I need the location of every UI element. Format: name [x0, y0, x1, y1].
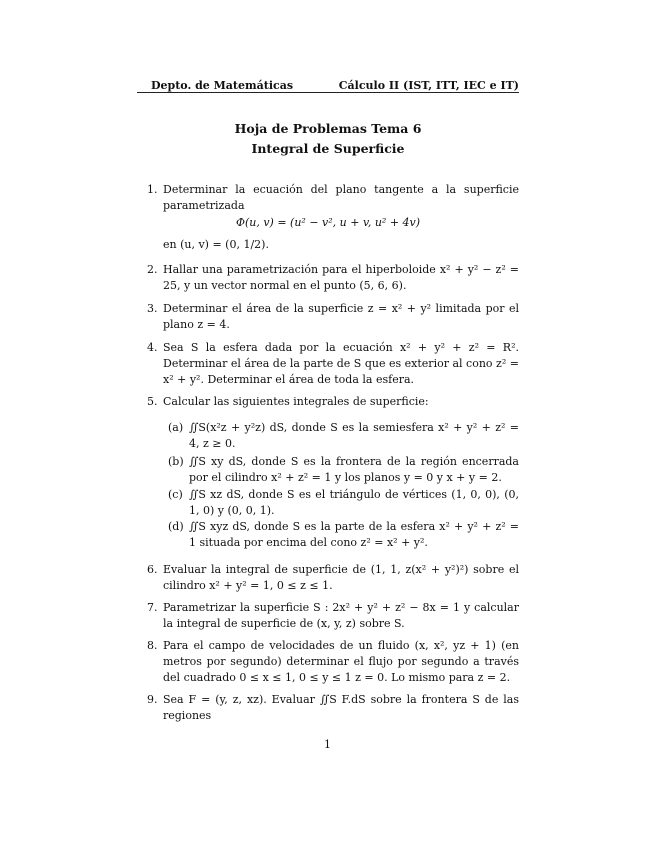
- problem-5d: [168, 519, 519, 551]
- header-course: Cálculo II (IST, ITT, IEC e IT): [338, 79, 519, 92]
- running-header: [137, 79, 519, 93]
- problem-6: [147, 562, 519, 594]
- problem-text: Determinar el área de la superficie z = x² + y² limitada por el plano z = 4.: [163, 302, 519, 331]
- problem-number: 8.: [147, 639, 158, 652]
- problem-9: [147, 692, 519, 724]
- item-text: ∬S xyz dS, donde S es la parte de la esfera x² + y² + z² = 1 situada por encima del cono z² = x² + y².: [189, 520, 519, 549]
- problem-number: 3.: [147, 302, 158, 315]
- problem-5a: [168, 420, 519, 452]
- item-label: (a): [168, 421, 184, 434]
- problem-number: 5.: [147, 395, 158, 408]
- problem-text: Sea S la esfera dada por la ecuación x² + y² + z² = R². Determinar el área de la parte de S que es exterior al cono z² = x² + y². Determinar el área de toda la esfera.: [163, 341, 519, 386]
- problem-text: Hallar una parametrización para el hiperboloide x² + y² − z² = 25, y un vector normal en el punto (5, 6, 6).: [163, 263, 519, 292]
- problem-text: en (u, v) = (0, 1/2).: [163, 238, 269, 251]
- item-text: ∬S xy dS, donde S es la frontera de la región encerrada por el cilindro x² + z² = 1 y los planos y = 0 y x + y = 2.: [189, 455, 519, 484]
- problem-text: Evaluar la integral de superficie de (1, 1, z(x² + y²)²) sobre el cilindro x² + y² = 1, 0 ≤ z ≤ 1.: [163, 563, 519, 592]
- problem-number: 2.: [147, 263, 158, 276]
- header-department: Depto. de Matemáticas: [151, 79, 294, 92]
- problem-1-formula: Φ(u, v) = (u² − v², u + v, u² + 4v): [235, 216, 421, 229]
- problem-number: 6.: [147, 563, 158, 576]
- problem-1-point: [147, 237, 519, 253]
- problem-1: [147, 182, 519, 214]
- item-label: (d): [168, 520, 184, 533]
- problem-text: Calcular las siguientes integrales de superficie:: [163, 395, 429, 408]
- problem-text: Sea F = (y, z, xz). Evaluar ∬S F.dS sobre la frontera S de las regiones: [163, 693, 519, 722]
- problem-text: Para el campo de velocidades de un fluido (x, x², yz + 1) (en metros por segundo) determinar el flujo por segundo a través del cuadrado 0 ≤ x ≤ 1, 0 ≤ y ≤ 1 z = 0. Lo mismo para z = 2.: [163, 639, 519, 684]
- problem-text: Parametrizar la superficie S : 2x² + y² + z² − 8x = 1 y calcular la integral de superficie de (x, y, z) sobre S.: [163, 601, 519, 630]
- problem-number: 1.: [147, 183, 158, 196]
- problem-3: [147, 301, 519, 333]
- item-text: ∬S xz dS, donde S es el triángulo de vértices (1, 0, 0), (0, 1, 0) y (0, 0, 1).: [189, 488, 519, 517]
- item-label: (b): [168, 455, 184, 468]
- problem-4: [147, 340, 519, 388]
- sheet-subtitle: Integral de Superficie: [251, 141, 405, 156]
- problem-5b: [168, 454, 519, 486]
- item-text: ∬S(x²z + y²z) dS, donde S es la semiesfera x² + y² + z² = 4, z ≥ 0.: [189, 421, 519, 450]
- sheet-title: Hoja de Problemas Tema 6: [234, 121, 422, 136]
- header-rule: [137, 92, 519, 93]
- problem-7: [147, 600, 519, 632]
- problem-5c: [168, 487, 519, 519]
- problem-8: [147, 638, 519, 686]
- problem-2: [147, 262, 519, 294]
- page-number: 1: [324, 738, 331, 751]
- problem-number: 7.: [147, 601, 158, 614]
- problem-text: Determinar la ecuación del plano tangente a la superficie parametrizada: [163, 183, 519, 212]
- problem-5: [147, 394, 519, 410]
- item-label: (c): [168, 488, 183, 501]
- problem-number: 9.: [147, 693, 158, 706]
- problem-number: 4.: [147, 341, 158, 354]
